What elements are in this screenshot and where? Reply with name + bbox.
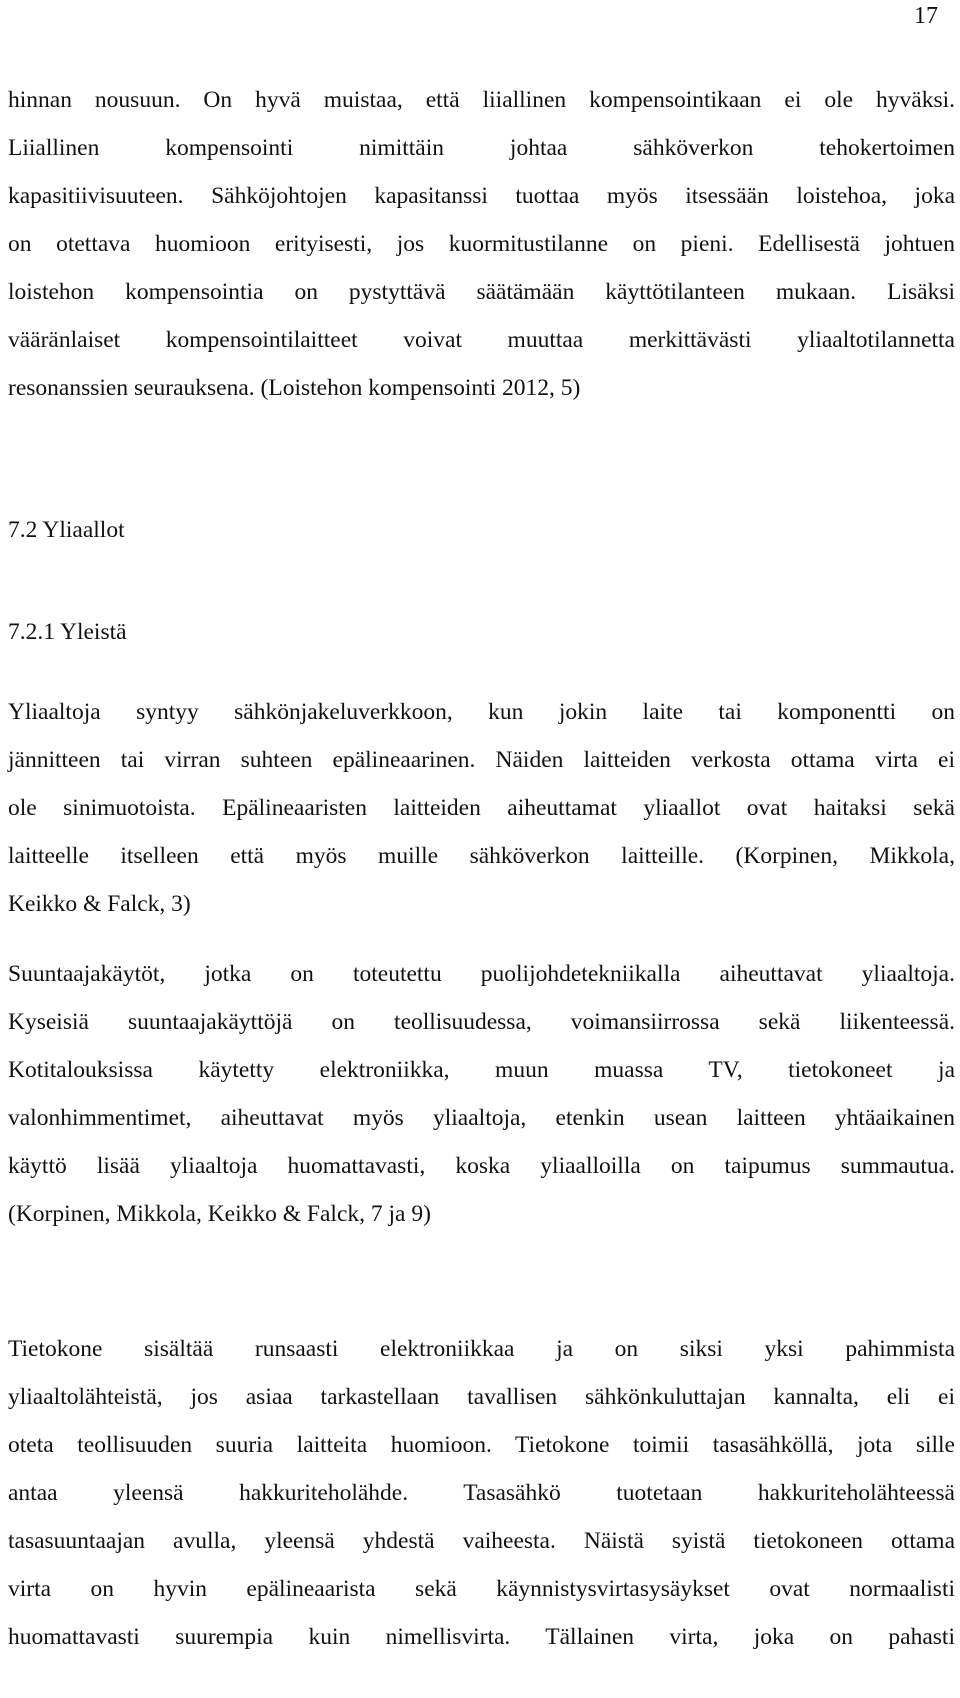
text-line: Kotitalouksissa käytetty elektroniikka, muun muassa TV, tietokoneet ja	[8, 1057, 955, 1083]
section-heading: 7.2 Yliaallot	[8, 517, 125, 543]
text-line: loistehon kompensointia on pystyttävä säätämään käyttötilanteen mukaan. Lisäksi	[8, 279, 955, 305]
text-line: laitteelle itselleen että myös muille sähköverkon laitteille. (Korpinen, Mikkola,	[8, 843, 955, 869]
paragraph-reactive-power	[8, 76, 955, 412]
text-line: antaa yleensä hakkuriteholähde. Tasasähkö tuotetaan hakkuriteholähteessä	[8, 1480, 955, 1506]
page-number: 17	[914, 3, 938, 29]
text-line: (Korpinen, Mikkola, Keikko & Falck, 7 ja 9)	[8, 1201, 431, 1227]
text-line: valonhimmentimet, aiheuttavat myös yliaaltoja, etenkin usean laitteen yhtäaikainen	[8, 1105, 955, 1131]
subsection-heading: 7.2.1 Yleistä	[8, 619, 127, 645]
text-line: hinnan nousuun. On hyvä muistaa, että liiallinen kompensointikaan ei ole hyväksi.	[8, 87, 955, 113]
paragraph-computer-harmonics	[8, 1325, 955, 1661]
text-line: kapasitiivisuuteen. Sähköjohtojen kapasitanssi tuottaa myös itsessään loistehoa, joka	[8, 183, 955, 209]
paragraph-harmonics-intro	[8, 688, 955, 928]
text-line: Suuntaajakäytöt, jotka on toteutettu puolijohdetekniikalla aiheuttavat yliaaltoja.	[8, 961, 955, 987]
text-line: jännitteen tai virran suhteen epälineaarinen. Näiden laitteiden verkosta ottama virta ei	[8, 747, 955, 773]
text-line: Tietokone sisältää runsaasti elektroniikkaa ja on siksi yksi pahimmista	[8, 1336, 955, 1362]
text-line: Keikko & Falck, 3)	[8, 891, 191, 917]
text-line: käyttö lisää yliaaltoja huomattavasti, koska yliaalloilla on taipumus summautua.	[8, 1153, 955, 1179]
paragraph-harmonic-sources	[8, 950, 955, 1238]
text-line: vääränlaiset kompensointilaitteet voivat muuttaa merkittävästi yliaaltotilannetta	[8, 327, 955, 353]
text-line: on otettava huomioon erityisesti, jos kuormitustilanne on pieni. Edellisestä johtuen	[8, 231, 955, 257]
text-line: huomattavasti suurempia kuin nimellisvirta. Tällainen virta, joka on pahasti	[8, 1624, 955, 1650]
text-line: tasasuuntaajan avulla, yleensä yhdestä vaiheesta. Näistä syistä tietokoneen ottama	[8, 1528, 955, 1554]
text-line: virta on hyvin epälineaarista sekä käynnistysvirtasysäykset ovat normaalisti	[8, 1576, 955, 1602]
text-line: oteta teollisuuden suuria laitteita huomioon. Tietokone toimii tasasähköllä, jota sille	[8, 1432, 955, 1458]
text-line: resonanssien seurauksena. (Loistehon kompensointi 2012, 5)	[8, 375, 581, 401]
text-line: ole sinimuotoista. Epälineaaristen laitteiden aiheuttamat yliaallot ovat haitaksi sekä	[8, 795, 955, 821]
text-line: yliaaltolähteistä, jos asiaa tarkastellaan tavallisen sähkönkuluttajan kannalta, eli ei	[8, 1384, 955, 1410]
text-line: Yliaaltoja syntyy sähkönjakeluverkkoon, kun jokin laite tai komponentti on	[8, 699, 955, 725]
text-line: Kyseisiä suuntaajakäyttöjä on teollisuudessa, voimansiirrossa sekä liikenteessä.	[8, 1009, 955, 1035]
text-line: Liiallinen kompensointi nimittäin johtaa sähköverkon tehokertoimen	[8, 135, 955, 161]
